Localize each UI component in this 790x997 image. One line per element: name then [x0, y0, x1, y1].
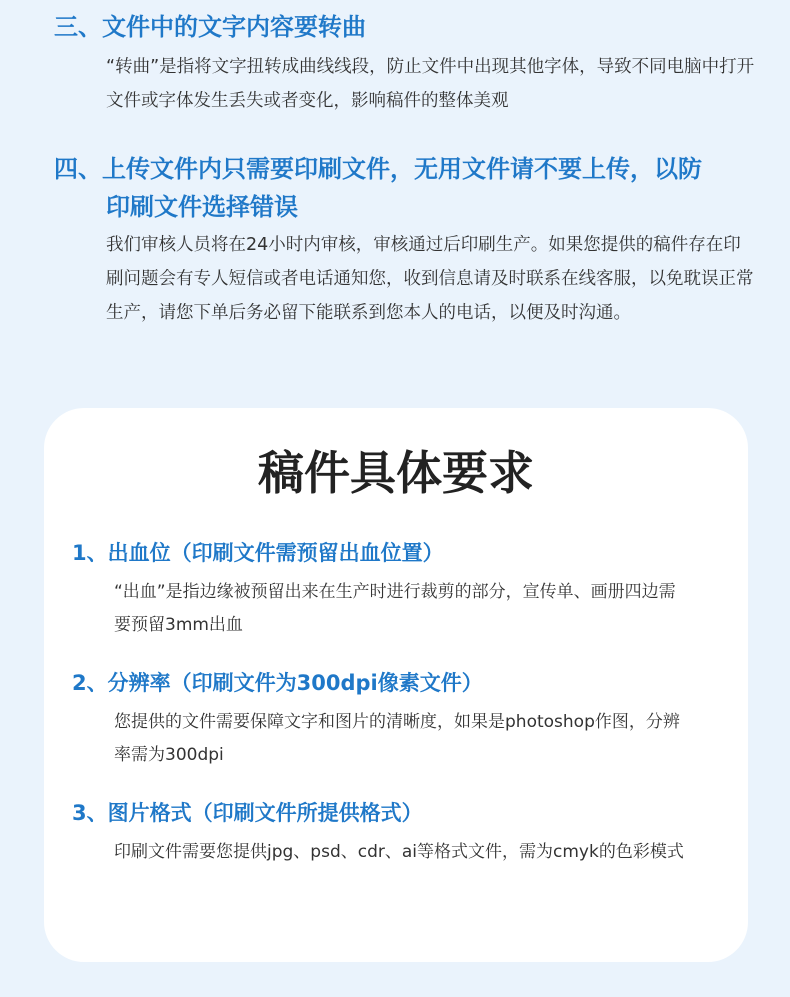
requirement-resolution-body: 您提供的文件需要保障文字和图片的清晰度，如果是photoshop作图，分辨率需为300dpi	[114, 712, 680, 765]
requirement-format-title: 3、图片格式（印刷文件所提供格式）	[72, 801, 423, 825]
section-4-title-line1: 四、上传文件内只需要印刷文件，无用文件请不要上传，以防	[54, 155, 702, 183]
section-4	[54, 150, 764, 330]
requirement-bleed	[72, 536, 712, 642]
requirements-card	[44, 408, 748, 962]
requirement-bleed-title: 1、出血位（印刷文件需预留出血位置）	[72, 541, 444, 565]
requirement-resolution	[72, 666, 712, 772]
card-title: 稿件具体要求	[258, 446, 534, 500]
requirement-format	[72, 796, 712, 869]
section-4-body: 我们审核人员将在24小时内审核，审核通过后印刷生产。如果您提供的稿件存在印刷问题会有专人短信或者电话通知您，收到信息请及时联系在线客服，以免耽误正常生产，请您下单后务必留下能联系到您本人的电话，以便及时沟通。	[106, 235, 754, 323]
requirement-bleed-body: “出血”是指边缘被预留出来在生产时进行裁剪的部分，宣传单、画册四边需要预留3mm出血	[114, 582, 676, 635]
requirement-format-body: 印刷文件需要您提供jpg、psd、cdr、ai等格式文件，需为cmyk的色彩模式	[114, 842, 684, 862]
section-4-title-line2: 印刷文件选择错误	[106, 193, 298, 221]
section-3	[54, 8, 764, 118]
section-3-title: 三、文件中的文字内容要转曲	[54, 13, 366, 41]
requirement-resolution-title: 2、分辨率（印刷文件为300dpi像素文件）	[72, 671, 483, 695]
section-4-title	[54, 150, 764, 226]
section-3-body: “转曲”是指将文字扭转成曲线线段，防止文件中出现其他字体，导致不同电脑中打开文件或字体发生丢失或者变化，影响稿件的整体美观	[106, 57, 755, 111]
